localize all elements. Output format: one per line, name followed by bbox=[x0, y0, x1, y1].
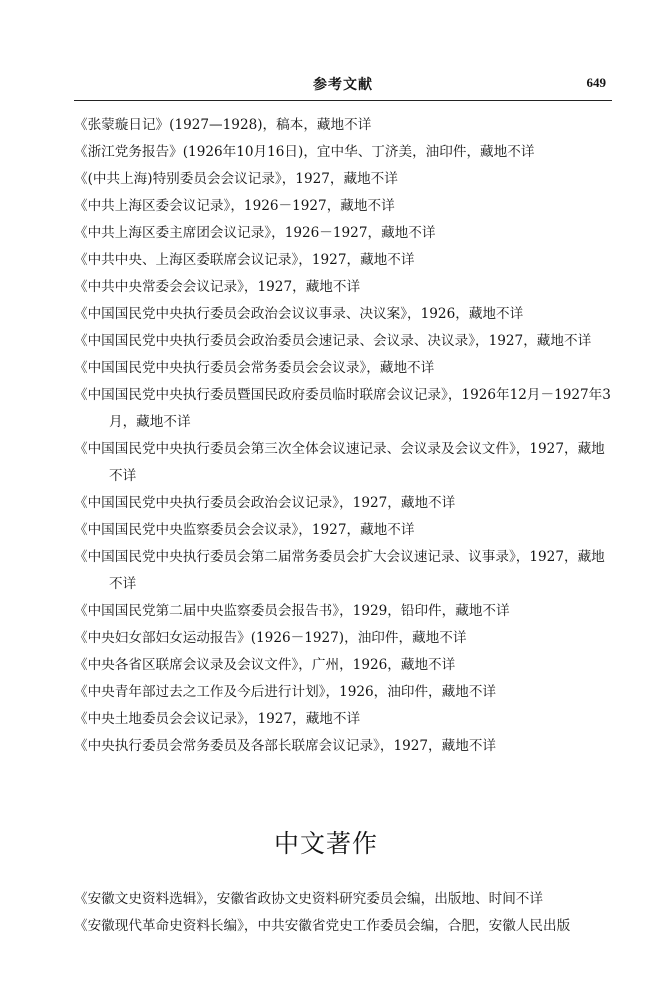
reference-entry: 《中央各省区联席会议录及会议文件》，广州，1926，藏地不详 bbox=[74, 657, 456, 673]
reference-entry: 《中共中央、上海区委联席会议记录》，1927，藏地不详 bbox=[74, 252, 415, 268]
header-rule bbox=[74, 100, 612, 101]
reference-entry: 《中国国民党中央执行委员会政治委员会速记录、会议录、决议录》，1927，藏地不详 bbox=[74, 333, 592, 349]
reference-entry: 《中国国民党中央执行委员会第二届常务委员会扩大会议速记录、议事录》，1927，藏地不详 bbox=[74, 549, 605, 592]
reference-entry: 《中国国民党第二届中央监察委员会报告书》，1929，铅印件，藏地不详 bbox=[74, 603, 510, 619]
reference-entry: 《中央妇女部妇女运动报告》(1926－1927)，油印件，藏地不详 bbox=[74, 630, 467, 646]
reference-entry: 《中共上海区委主席团会议记录》，1926－1927，藏地不详 bbox=[74, 225, 436, 241]
reference-entry: 《中国国民党中央监察委员会会议录》，1927，藏地不详 bbox=[74, 522, 415, 538]
archive-reference-list bbox=[74, 112, 614, 760]
page-number: 649 bbox=[586, 75, 606, 90]
reference-entry: 《(中共上海)特别委员会会议记录》，1927，藏地不详 bbox=[74, 171, 398, 187]
reference-entry: 《张蒙璇日记》(1927—1928)，稿本，藏地不详 bbox=[74, 117, 372, 133]
reference-entry: 《中国国民党中央执行委员会常务委员会会议录》，藏地不详 bbox=[74, 360, 435, 376]
chinese-works-list bbox=[74, 886, 614, 940]
reference-entry: 《中央执行委员会常务委员及各部长联席会议记录》，1927，藏地不详 bbox=[74, 738, 497, 754]
reference-entry: 《中央土地委员会会议记录》，1927，藏地不详 bbox=[74, 711, 361, 727]
reference-entry: 《安徽文史资料选辑》，安徽省政协文史资料研究委员会编，出版地、时间不详 bbox=[74, 891, 543, 907]
reference-entry: 《中国国民党中央执行委员会第三次全体会议速记录、会议录及会议文件》，1927，藏地不详 bbox=[74, 441, 605, 484]
reference-entry: 《安徽现代革命史资料长编》，中共安徽省党史工作委员会编，合肥，安徽人民出版 bbox=[74, 918, 571, 934]
section-heading: 中文著作 bbox=[273, 829, 378, 858]
running-title: 参考文献 bbox=[313, 77, 373, 93]
reference-entry: 《浙江党务报告》(1926年10月16日)，宜中华、丁济美，油印件，藏地不详 bbox=[74, 144, 535, 160]
running-header bbox=[74, 70, 612, 96]
reference-entry: 《中共中央常委会会议记录》，1927，藏地不详 bbox=[74, 279, 361, 295]
reference-entry: 《中国国民党中央执行委员会政治会议议事录、决议案》，1926，藏地不详 bbox=[74, 306, 524, 322]
reference-entry: 《中央青年部过去之工作及今后进行计划》，1926，油印件，藏地不详 bbox=[74, 684, 497, 700]
reference-entry: 《中国国民党中央执行委员暨国民政府委员临时联席会议记录》，1926年12月－1927年3月，藏地不详 bbox=[74, 387, 611, 430]
reference-entry: 《中国国民党中央执行委员会政治会议记录》，1927，藏地不详 bbox=[74, 495, 456, 511]
reference-entry: 《中共上海区委会议记录》，1926－1927，藏地不详 bbox=[74, 198, 395, 214]
